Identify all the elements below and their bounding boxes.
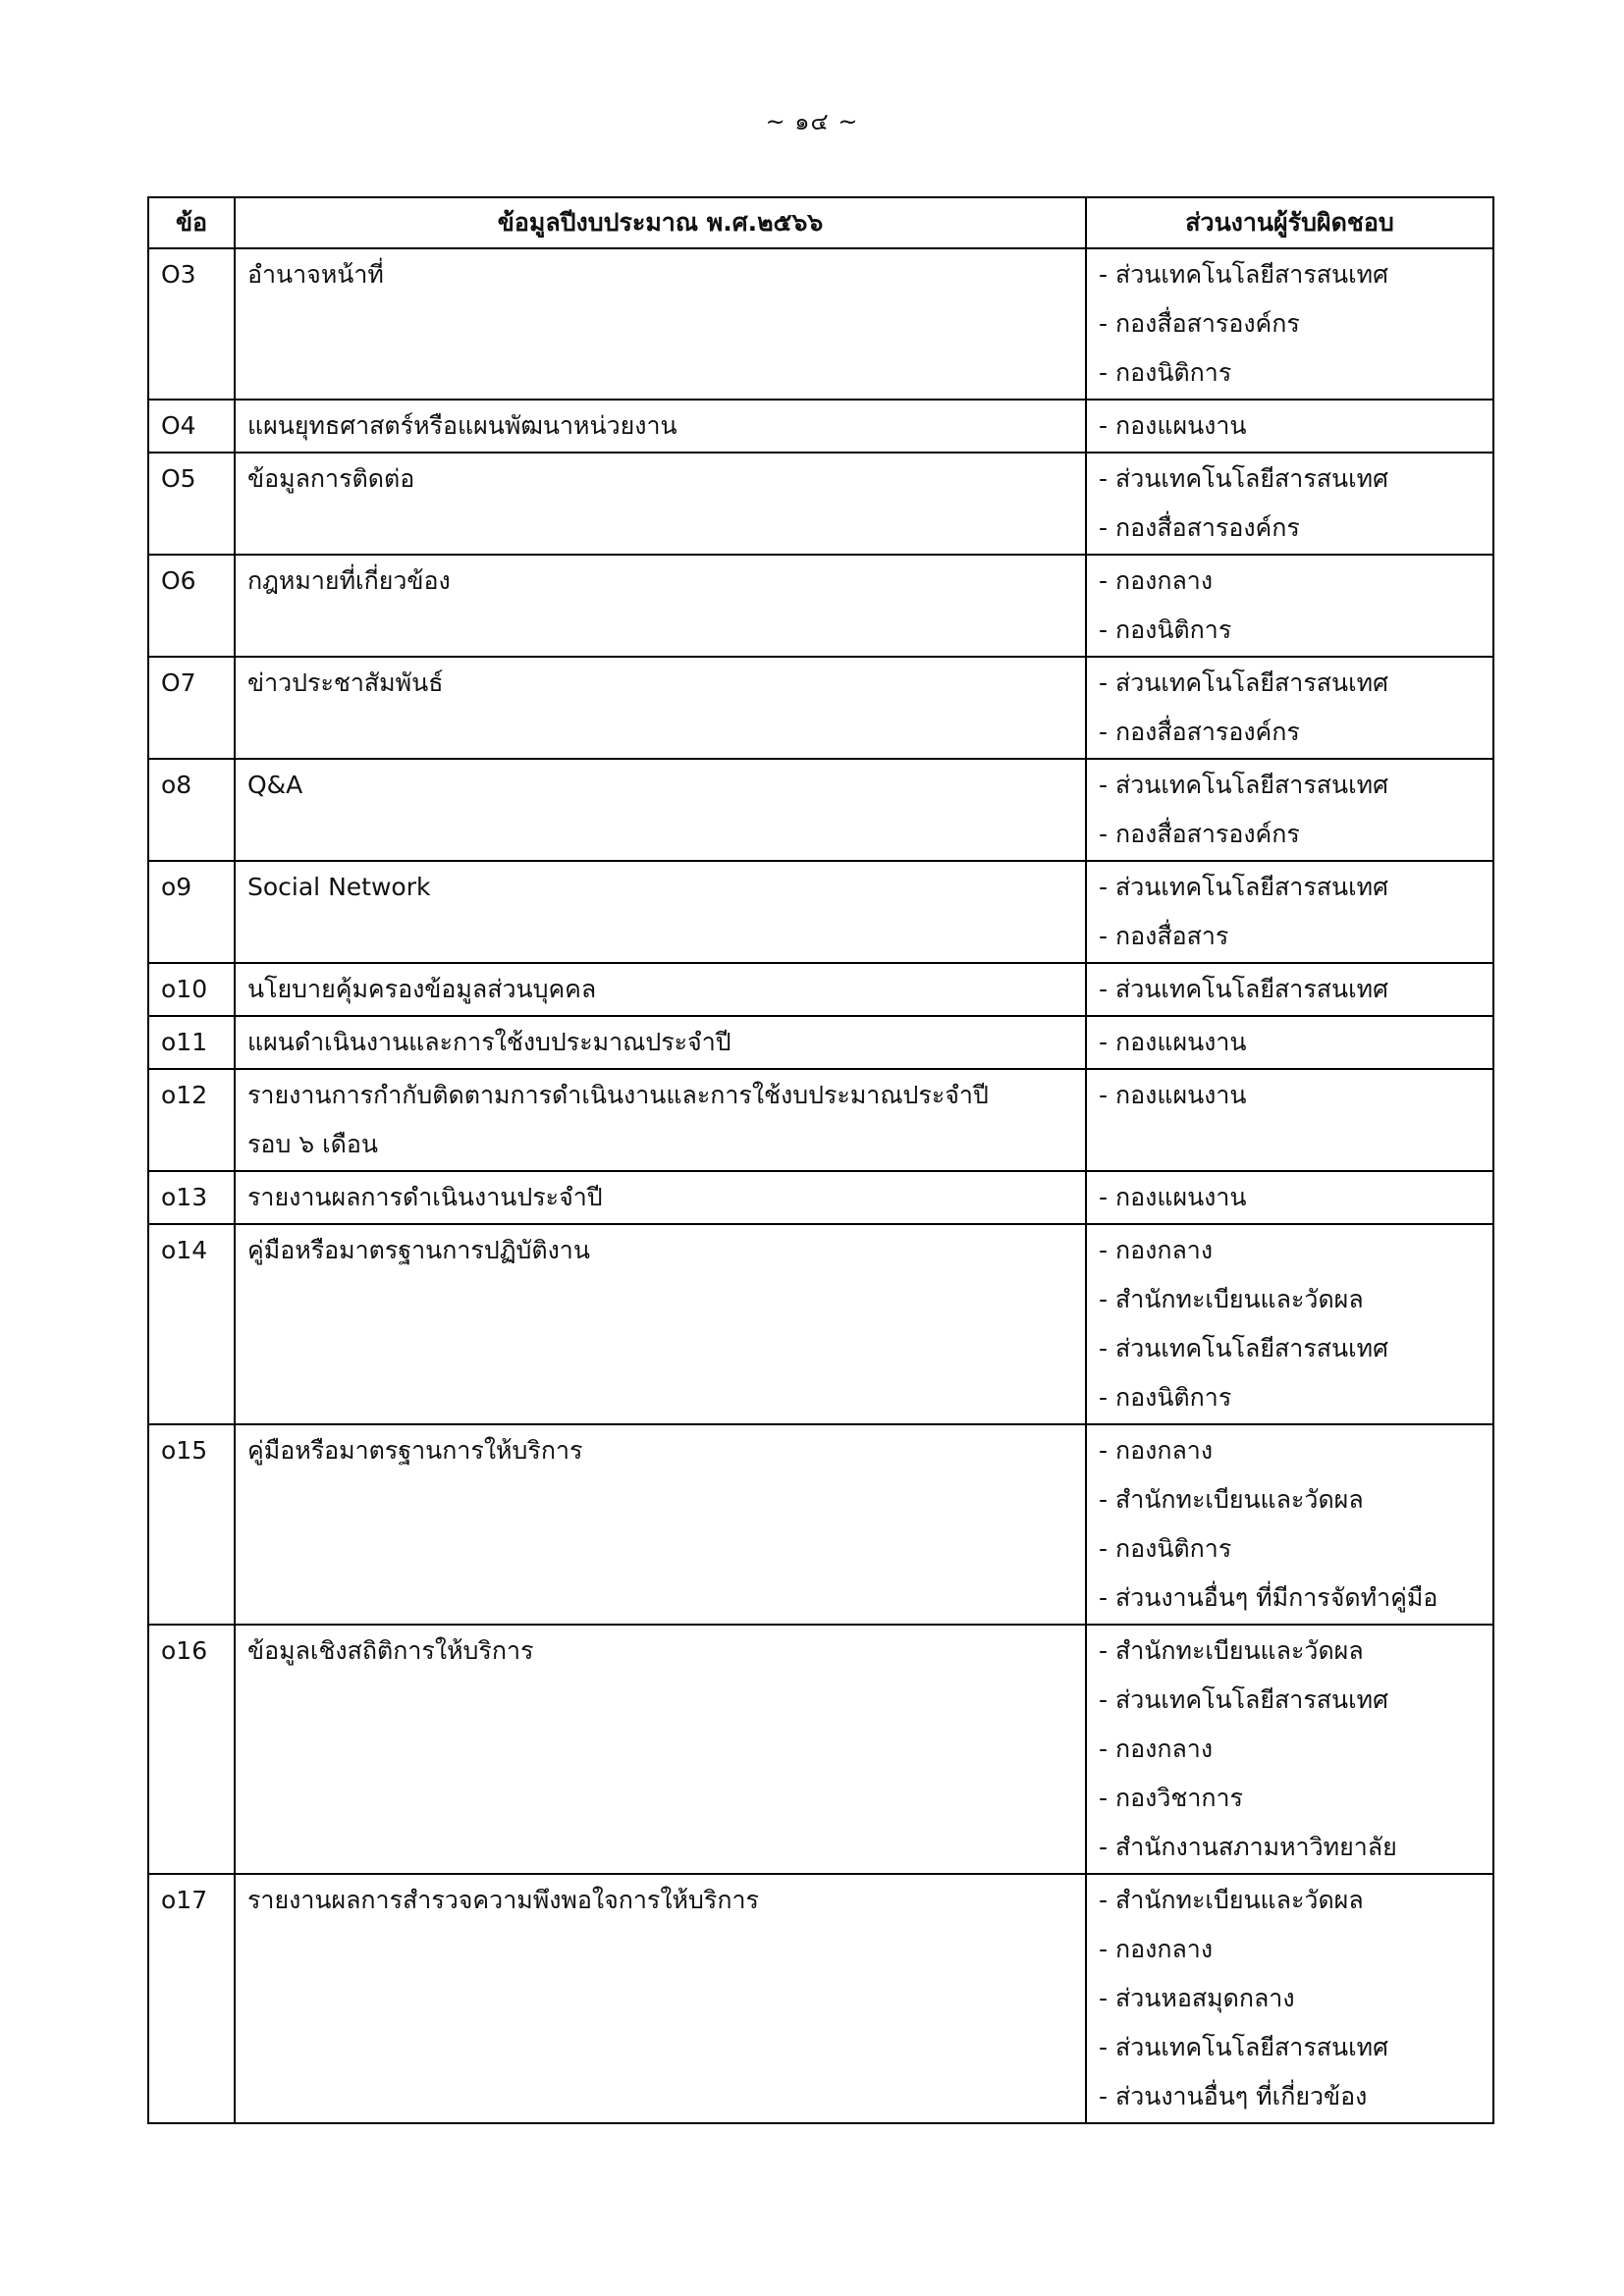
item-number-text: o16: [161, 1636, 208, 1665]
info-line: Social Network: [247, 873, 431, 901]
responsible-unit: - กองนิติการ: [1099, 1383, 1232, 1412]
header-info: ข้อมูลปีงบประมาณ พ.ศ.๒๕๖๖: [235, 197, 1086, 248]
responsible-unit: - กองนิติการ: [1099, 358, 1232, 387]
item-number-text: o8: [161, 771, 192, 799]
responsible-cell: [1086, 1625, 1493, 1874]
responsible-unit: - กองสื่อสาร: [1099, 922, 1229, 950]
info-cell: [235, 1171, 1086, 1224]
responsible-unit: - ส่วนเทคโนโลยีสารสนเทศ: [1099, 464, 1388, 493]
table-header-row: [148, 197, 1493, 248]
table-row: [148, 1424, 1493, 1625]
responsible-unit: - กองวิชาการ: [1099, 1784, 1243, 1812]
page-number: ~ ๑๔ ~: [765, 108, 859, 135]
item-number-text: o17: [161, 1886, 208, 1914]
item-number: [148, 861, 235, 963]
responsible-cell: [1086, 1224, 1493, 1424]
item-number: [148, 657, 235, 759]
item-number-text: o12: [161, 1081, 208, 1109]
info-cell: [235, 861, 1086, 963]
responsible-cell: [1086, 555, 1493, 657]
responsible-cell: [1086, 861, 1493, 963]
info-line: รายงานผลการสำรวจความพึงพอใจการให้บริการ: [247, 1886, 759, 1914]
table-row: [148, 248, 1493, 400]
item-number-text: O5: [161, 464, 196, 493]
responsible-cell: [1086, 1424, 1493, 1625]
item-number: [148, 1224, 235, 1424]
responsible-unit: - กองกลาง: [1099, 566, 1214, 595]
responsible-unit: - ส่วนเทคโนโลยีสารสนเทศ: [1099, 668, 1388, 697]
responsible-cell: [1086, 453, 1493, 555]
header-no: ข้อ: [148, 197, 235, 248]
responsible-unit: - ส่วนงานอื่นๆ ที่เกี่ยวข้อง: [1099, 2082, 1368, 2110]
item-number: [148, 248, 235, 400]
item-number: [148, 1171, 235, 1224]
info-line: รอบ ๖ เดือน: [247, 1130, 378, 1158]
responsible-unit: - กองแผนงาน: [1099, 411, 1247, 440]
responsible-cell: [1086, 400, 1493, 453]
item-number-text: o9: [161, 873, 192, 901]
info-cell: [235, 1224, 1086, 1424]
info-line: แผนยุทธศาสตร์หรือแผนพัฒนาหน่วยงาน: [247, 411, 677, 440]
table-row: [148, 1874, 1493, 2123]
item-number: [148, 400, 235, 453]
responsible-unit: - ส่วนเทคโนโลยีสารสนเทศ: [1099, 1334, 1388, 1362]
item-number-text: O3: [161, 260, 196, 289]
item-number-text: o15: [161, 1436, 208, 1465]
info-cell: [235, 400, 1086, 453]
table-row: [148, 1224, 1493, 1424]
table-row: [148, 555, 1493, 657]
responsible-unit: - สำนักทะเบียนและวัดผล: [1099, 1285, 1364, 1313]
info-cell: [235, 555, 1086, 657]
table-row: [148, 400, 1493, 453]
item-number: [148, 555, 235, 657]
info-line: อำนาจหน้าที่: [247, 260, 384, 289]
table-row: [148, 1016, 1493, 1069]
info-line: รายงานการกำกับติดตามการดำเนินงานและการใช้งบประมาณประจำปี: [247, 1081, 989, 1109]
table-row: [148, 1171, 1493, 1224]
responsible-unit: - ส่วนเทคโนโลยีสารสนเทศ: [1099, 2033, 1388, 2061]
info-cell: [235, 1069, 1086, 1171]
responsible-cell: [1086, 1069, 1493, 1171]
item-number-text: O4: [161, 411, 196, 440]
responsible-unit: - กองสื่อสารองค์กร: [1099, 718, 1300, 746]
responsible-unit: - กองแผนงาน: [1099, 1028, 1247, 1056]
responsible-unit: - สำนักทะเบียนและวัดผล: [1099, 1636, 1364, 1665]
info-line: ข้อมูลเชิงสถิติการให้บริการ: [247, 1636, 534, 1665]
info-cell: [235, 1625, 1086, 1874]
item-number: [148, 1625, 235, 1874]
info-cell: [235, 1424, 1086, 1625]
responsible-unit: - ส่วนเทคโนโลยีสารสนเทศ: [1099, 873, 1388, 901]
responsible-unit: - กองแผนงาน: [1099, 1183, 1247, 1211]
table-row: [148, 759, 1493, 861]
table-row: [148, 453, 1493, 555]
responsible-cell: [1086, 1874, 1493, 2123]
info-line: ข้อมูลการติดต่อ: [247, 464, 415, 493]
responsible-unit: - กองนิติการ: [1099, 615, 1232, 644]
table-row: [148, 1625, 1493, 1874]
item-number-text: O6: [161, 566, 196, 595]
table-row: [148, 657, 1493, 759]
responsible-unit: - กองแผนงาน: [1099, 1081, 1247, 1109]
responsible-cell: [1086, 759, 1493, 861]
info-cell: [235, 453, 1086, 555]
responsible-unit: - ส่วนงานอื่นๆ ที่มีการจัดทำคู่มือ: [1099, 1583, 1438, 1612]
info-line: นโยบายคุ้มครองข้อมูลส่วนบุคคล: [247, 975, 597, 1003]
info-cell: [235, 1874, 1086, 2123]
responsible-unit: - กองสื่อสารองค์กร: [1099, 513, 1300, 542]
responsible-unit: - ส่วนเทคโนโลยีสารสนเทศ: [1099, 771, 1388, 799]
responsible-unit: - ส่วนหอสมุดกลาง: [1099, 1984, 1295, 2012]
responsible-unit: - กองกลาง: [1099, 1236, 1214, 1264]
responsibility-table: [147, 196, 1494, 2124]
info-line: กฎหมายที่เกี่ยวข้อง: [247, 566, 451, 595]
info-cell: [235, 248, 1086, 400]
responsible-cell: [1086, 657, 1493, 759]
responsible-unit: - สำนักงานสภามหาวิทยาลัย: [1099, 1833, 1397, 1861]
item-number: [148, 759, 235, 861]
item-number-text: o14: [161, 1236, 208, 1264]
item-number-text: o13: [161, 1183, 208, 1211]
table-row: [148, 861, 1493, 963]
info-line: ข่าวประชาสัมพันธ์: [247, 668, 444, 697]
item-number: [148, 1874, 235, 2123]
item-number-text: O7: [161, 668, 196, 697]
info-line: คู่มือหรือมาตรฐานการให้บริการ: [247, 1436, 583, 1465]
responsible-unit: - กองกลาง: [1099, 1935, 1214, 1963]
responsible-cell: [1086, 1171, 1493, 1224]
responsible-unit: - ส่วนเทคโนโลยีสารสนเทศ: [1099, 975, 1388, 1003]
responsible-unit: - ส่วนเทคโนโลยีสารสนเทศ: [1099, 260, 1388, 289]
table-row: [148, 1069, 1493, 1171]
item-number: [148, 453, 235, 555]
info-line: Q&A: [247, 771, 303, 799]
table-row: [148, 963, 1493, 1016]
info-cell: [235, 657, 1086, 759]
responsible-unit: - กองสื่อสารองค์กร: [1099, 309, 1300, 338]
item-number: [148, 1016, 235, 1069]
item-number: [148, 963, 235, 1016]
info-line: รายงานผลการดำเนินงานประจำปี: [247, 1183, 603, 1211]
responsible-cell: [1086, 248, 1493, 400]
info-line: คู่มือหรือมาตรฐานการปฏิบัติงาน: [247, 1236, 590, 1264]
responsible-unit: - สำนักทะเบียนและวัดผล: [1099, 1485, 1364, 1514]
responsible-unit: - กองกลาง: [1099, 1735, 1214, 1763]
responsible-unit: - กองนิติการ: [1099, 1534, 1232, 1563]
info-cell: [235, 759, 1086, 861]
item-number-text: o11: [161, 1028, 208, 1056]
info-cell: [235, 1016, 1086, 1069]
item-number: [148, 1424, 235, 1625]
table-body: [148, 248, 1493, 2123]
header-responsible: ส่วนงานผู้รับผิดชอบ: [1086, 197, 1493, 248]
responsible-unit: - สำนักทะเบียนและวัดผล: [1099, 1886, 1364, 1914]
item-number: [148, 1069, 235, 1171]
info-line: แผนดำเนินงานและการใช้งบประมาณประจำปี: [247, 1028, 731, 1056]
responsible-cell: [1086, 963, 1493, 1016]
info-cell: [235, 963, 1086, 1016]
responsible-unit: - กองสื่อสารองค์กร: [1099, 820, 1300, 848]
item-number-text: o10: [161, 975, 208, 1003]
responsible-cell: [1086, 1016, 1493, 1069]
responsible-unit: - กองกลาง: [1099, 1436, 1214, 1465]
responsible-unit: - ส่วนเทคโนโลยีสารสนเทศ: [1099, 1685, 1388, 1714]
